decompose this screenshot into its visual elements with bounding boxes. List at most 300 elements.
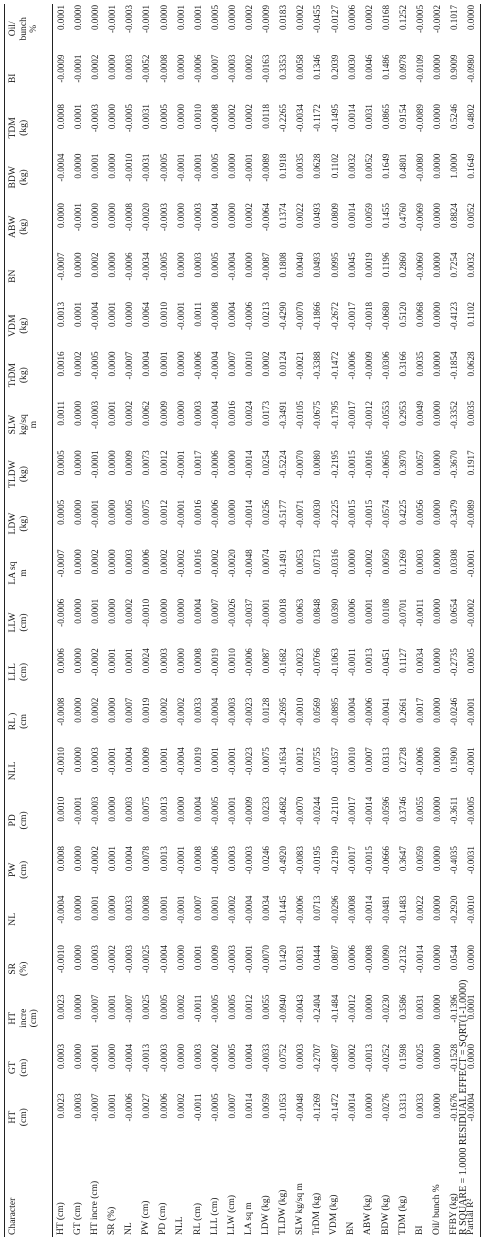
table-cell: 0.0000 <box>432 945 443 971</box>
table-cell: 0.0000 <box>463 4 481 54</box>
table-cell: -0.0048 <box>244 549 255 578</box>
table-cell: -0.0008 <box>209 104 220 133</box>
table-cell: 0.0000 <box>432 747 443 773</box>
table-cell: 0.0024 <box>244 400 255 426</box>
column-header: RL ) (cm <box>5 697 53 746</box>
table-cell: -0.0001 <box>175 301 186 330</box>
table-cell: -0.0109 <box>414 54 425 83</box>
table-cell: -0.0031 <box>141 153 152 182</box>
table-cell: -0.1528 <box>449 1043 460 1073</box>
table-cell: -0.0001 <box>90 499 101 528</box>
table-cell: -0.0002 <box>90 846 101 875</box>
row-label: LLW (cm) <box>226 1194 237 1235</box>
table-cell: -0.2110 <box>329 796 340 825</box>
table-cell: 0.0005 <box>209 252 220 278</box>
table-cell: -0.2404 <box>312 994 323 1023</box>
table-cell: 0.0000 <box>158 598 169 624</box>
table-cell: -0.0001 <box>90 450 101 479</box>
table-cell: 0.0022 <box>414 895 425 921</box>
table-cell: -0.1269 <box>312 1093 323 1122</box>
table-cell: 0.0000 <box>175 598 186 624</box>
table-cell: 0.0000 <box>73 549 84 575</box>
table-cell: 0.0002 <box>124 598 135 624</box>
table-cell: 0.0016 <box>192 549 203 575</box>
table-cell: -0.0244 <box>312 796 323 825</box>
table-cell: 0.0002 <box>244 104 255 130</box>
table-cell: 0.0073 <box>141 450 152 476</box>
table-cell: -0.0001 <box>244 153 255 182</box>
table-cell: -0.0009 <box>244 796 255 825</box>
table-cell: 0.0009 <box>158 400 169 426</box>
table-body <box>53 4 481 1237</box>
table-cell: 0.1252 <box>397 5 408 31</box>
table-cell: 0.0654 <box>449 598 460 624</box>
table-cell: -0.0001 <box>175 153 186 182</box>
table-cell: -0.0451 <box>380 648 391 677</box>
table-cell: 0.0052 <box>363 153 374 179</box>
table-cell: 0.0713 <box>312 549 323 575</box>
table-cell: -0.1053 <box>278 1093 289 1122</box>
table-cell: 0.0006 <box>158 1093 169 1119</box>
table-cell: -0.0127 <box>329 5 340 34</box>
table-cell: 0.0002 <box>90 697 101 723</box>
table-cell: 0.0000 <box>107 153 118 179</box>
table-cell: 0.0002 <box>244 5 255 31</box>
table-cell: 0.0569 <box>312 697 323 723</box>
table-cell: -0.0014 <box>244 450 255 479</box>
table-cell: 0.0033 <box>192 697 203 723</box>
table-cell: -0.0003 <box>226 945 237 974</box>
table-cell: 0.0001 <box>209 895 220 921</box>
table-cell: 0.0000 <box>432 104 443 130</box>
table-cell: -0.0015 <box>346 499 357 528</box>
table-cell: 0.0233 <box>261 796 272 822</box>
table-cell: -0.0004 <box>463 1092 481 1141</box>
table-cell: 0.2039 <box>329 54 340 80</box>
table-row <box>138 4 155 1237</box>
table-cell: 0.0256 <box>261 499 272 525</box>
row-label: LDW (kg) <box>260 1195 271 1235</box>
table-row <box>156 4 173 1237</box>
table-cell: -0.0002 <box>363 549 374 578</box>
column-header: BN <box>5 251 53 300</box>
table-cell: -0.0023 <box>295 648 306 677</box>
table-row <box>429 4 446 1237</box>
table-cell: -0.0680 <box>380 301 391 330</box>
table-cell: 0.0007 <box>363 747 374 773</box>
table-cell: -0.0009 <box>56 54 66 83</box>
table-cell: -0.0001 <box>141 5 152 34</box>
table-cell: 0.0003 <box>192 252 203 278</box>
table-cell: 0.0007 <box>209 54 220 80</box>
table-cell: -0.0105 <box>295 400 306 429</box>
table-cell: -0.0034 <box>295 104 306 133</box>
table-cell: 0.0000 <box>432 796 443 822</box>
table-cell: -0.0001 <box>463 697 481 746</box>
table-cell: -0.0016 <box>363 450 374 479</box>
table-cell: 0.0313 <box>380 747 391 773</box>
table-cell: 0.0031 <box>141 104 152 130</box>
table-cell: -0.0003 <box>90 104 101 133</box>
table-row <box>53 4 71 1237</box>
table-cell: 0.1455 <box>380 203 391 229</box>
table-cell: 0.0000 <box>90 203 101 229</box>
table-cell: 0.0003 <box>90 945 101 971</box>
table-cell: -0.0001 <box>73 203 84 232</box>
table-cell: 0.2953 <box>397 400 408 426</box>
table-cell: -0.0043 <box>295 994 306 1023</box>
table-cell: 0.0053 <box>295 549 306 575</box>
table-cell: 0.0007 <box>226 351 237 377</box>
column-header: Oil/ bunch % <box>5 4 53 54</box>
table-cell: 0.0000 <box>432 697 443 723</box>
table-cell: -0.0041 <box>380 697 391 726</box>
table-cell: 0.0010 <box>158 301 169 327</box>
table-cell: 0.0031 <box>363 104 374 130</box>
table-cell: 0.0000 <box>56 203 66 229</box>
table-cell: 0.0444 <box>312 945 323 971</box>
table-cell: -0.0087 <box>261 252 272 281</box>
table-cell: 0.0000 <box>432 351 443 377</box>
table-cell: -0.0083 <box>295 846 306 875</box>
table-cell: 0.0001 <box>158 351 169 377</box>
table-cell: -0.0276 <box>380 1093 391 1122</box>
table-cell: 0.0000 <box>73 5 84 31</box>
table-cell: 0.0032 <box>346 153 357 179</box>
table-cell: 0.0254 <box>261 450 272 476</box>
table-cell: -0.0230 <box>380 994 391 1023</box>
table-cell: 0.0755 <box>312 747 323 773</box>
table-cell: 0.0000 <box>73 895 84 921</box>
table-cell: 0.0001 <box>192 945 203 971</box>
table-cell: 0.9009 <box>449 54 460 80</box>
table-cell: 0.0000 <box>107 499 118 525</box>
table-cell: -0.3670 <box>449 450 460 479</box>
table-cell: 0.0025 <box>141 994 152 1020</box>
table-cell: -0.0052 <box>141 54 152 83</box>
table-cell: -0.0003 <box>226 54 237 83</box>
table-cell: 0.0004 <box>346 697 357 723</box>
table-cell: -0.0014 <box>363 796 374 825</box>
row-label: RL (cm) <box>192 1202 203 1235</box>
table-cell: -0.0007 <box>90 994 101 1023</box>
table-cell: -0.0195 <box>312 846 323 875</box>
column-header: ABW (kg) <box>5 202 53 251</box>
table-cell: 0.0000 <box>432 153 443 179</box>
table-cell: 0.0001 <box>90 153 101 179</box>
table-cell: 0.0001 <box>107 301 118 327</box>
table-row <box>70 4 87 1237</box>
table-cell: 0.0713 <box>312 895 323 921</box>
table-cell: -0.0001 <box>226 747 237 776</box>
table-cell: 1.0000 <box>449 153 460 179</box>
table-cell: -0.0001 <box>73 54 84 83</box>
table-cell: 0.0001 <box>107 994 118 1020</box>
table-cell: -0.0006 <box>244 301 255 330</box>
table-cell: -0.0001 <box>175 499 186 528</box>
table-cell: 0.0010 <box>56 796 66 822</box>
table-cell: -0.0001 <box>226 796 237 825</box>
table-cell: -0.0006 <box>414 747 425 776</box>
table-cell: -0.0003 <box>90 796 101 825</box>
table-cell: 0.0001 <box>73 301 84 327</box>
table-cell: -0.0015 <box>363 846 374 875</box>
table-cell: -0.0019 <box>209 648 220 677</box>
row-label: BN <box>346 1221 357 1235</box>
table-cell: 0.0013 <box>158 796 169 822</box>
table-cell: 0.0001 <box>90 895 101 921</box>
table-cell: 0.1346 <box>312 54 323 80</box>
table-cell: 0.0010 <box>346 747 357 773</box>
table-cell: -0.0481 <box>380 895 391 924</box>
table-cell: 0.0017 <box>414 697 425 723</box>
table-cell: 0.0005 <box>209 153 220 179</box>
table-cell: 0.0000 <box>432 499 443 525</box>
table-cell: 0.1102 <box>463 301 481 350</box>
table-cell: -0.0001 <box>90 1043 101 1073</box>
table-cell: 0.0035 <box>463 400 481 449</box>
table-cell: 0.0001 <box>107 846 118 872</box>
table-cell: 0.0000 <box>175 400 186 426</box>
table-cell: 0.0213 <box>261 301 272 327</box>
table-cell: 0.0013 <box>56 301 66 327</box>
table-cell: -0.0455 <box>312 5 323 34</box>
table-cell: -0.0004 <box>90 301 101 330</box>
table-row <box>292 4 309 1237</box>
table-cell: 0.0493 <box>312 203 323 229</box>
table-cell: -0.0012 <box>346 994 357 1023</box>
column-header: GT (cm) <box>5 1043 53 1092</box>
table-cell: 0.0848 <box>312 598 323 624</box>
table-cell: -0.0940 <box>278 994 289 1023</box>
table-cell: 0.0000 <box>432 400 443 426</box>
table-cell: -0.0006 <box>192 351 203 380</box>
column-header-character: Character <box>5 1142 53 1237</box>
table-cell: 0.0006 <box>346 945 357 971</box>
table-cell: 0.1808 <box>278 252 289 278</box>
table-cell: -0.0003 <box>124 5 135 34</box>
table-cell: -0.2695 <box>278 697 289 726</box>
table-cell: 0.1917 <box>463 449 481 498</box>
column-header: VDM (kg) <box>5 301 53 350</box>
table-cell: 0.0000 <box>226 153 237 179</box>
table-cell: 0.3970 <box>397 450 408 476</box>
table-cell: 0.0002 <box>244 54 255 80</box>
table-cell: 0.0012 <box>295 747 306 773</box>
table-cell: -0.0005 <box>463 796 481 845</box>
table-cell: 0.0059 <box>261 1093 272 1119</box>
table-cell: -0.0007 <box>56 549 66 578</box>
table-cell: 0.0080 <box>312 450 323 476</box>
table-cell: 0.0014 <box>244 1093 255 1119</box>
row-label: FFBY (kg) <box>448 1193 459 1235</box>
table-cell: 0.0002 <box>175 1093 186 1119</box>
table-cell: 0.0308 <box>449 549 460 575</box>
table-cell: 0.0004 <box>124 747 135 773</box>
table-cell: -0.4035 <box>449 846 460 875</box>
table-cell: 0.1374 <box>278 203 289 229</box>
row-label: LA sq m <box>243 1202 254 1235</box>
column-header: PD (cm) <box>5 796 53 845</box>
table-cell: 0.0007 <box>124 697 135 723</box>
table-cell: 0.0022 <box>295 203 306 229</box>
table-cell: 0.3586 <box>397 994 408 1020</box>
table-cell: -0.0014 <box>346 1093 357 1122</box>
table-cell: 0.0005 <box>124 499 135 525</box>
column-header: LLL (cm) <box>5 647 53 696</box>
table-cell: 0.0128 <box>261 697 272 723</box>
column-header: BDW (kg) <box>5 153 53 202</box>
table-cell: -0.0018 <box>363 301 374 330</box>
table-cell: -0.0007 <box>124 994 135 1023</box>
table-cell: 0.0055 <box>414 796 425 822</box>
table-cell: -0.0005 <box>209 994 220 1023</box>
table-cell: 0.0000 <box>432 301 443 327</box>
table-cell: 0.0011 <box>192 301 203 327</box>
table-cell: 0.5120 <box>397 301 408 327</box>
table-cell: 0.0010 <box>244 351 255 377</box>
table-row <box>361 4 378 1237</box>
table-cell: 0.0000 <box>73 747 84 773</box>
table-cell: 0.0014 <box>346 203 357 229</box>
table-cell: -0.0001 <box>463 746 481 795</box>
table-cell: 0.0002 <box>73 351 84 377</box>
table-cell: 0.0004 <box>192 796 203 822</box>
header-row <box>5 4 53 1237</box>
column-header: LA sq m <box>5 548 53 597</box>
table-cell: 0.0003 <box>192 1043 203 1069</box>
table-cell: 0.0001 <box>175 5 186 31</box>
table-cell: -0.0071 <box>295 499 306 528</box>
table-cell: -0.0008 <box>124 203 135 232</box>
table-cell: 0.0006 <box>141 549 152 575</box>
table-cell: -0.0010 <box>463 895 481 944</box>
table-cell: 0.0002 <box>226 104 237 130</box>
table-cell: 0.0078 <box>141 846 152 872</box>
column-header: SLW kg/sq m <box>5 400 53 449</box>
table-cell: -0.0007 <box>56 252 66 281</box>
table-cell: 0.0005 <box>209 5 220 31</box>
table-row <box>327 4 344 1237</box>
table-cell: -0.0004 <box>124 1043 135 1073</box>
table-cell: 0.0001 <box>363 598 374 624</box>
table-cell: -0.0006 <box>346 351 357 380</box>
table-cell: 0.0003 <box>124 796 135 822</box>
table-cell: 0.0005 <box>463 647 481 696</box>
table-cell: 0.0002 <box>261 351 272 377</box>
table-cell: 0.0000 <box>463 944 481 993</box>
table-cell: -0.0006 <box>363 697 374 726</box>
table-cell: -0.0037 <box>244 598 255 627</box>
row-label: VDM (kg) <box>329 1194 340 1235</box>
table-cell: 0.0008 <box>141 895 152 921</box>
table-cell: -0.0004 <box>158 945 169 974</box>
table-cell: -0.0015 <box>363 499 374 528</box>
column-header: NL <box>5 895 53 944</box>
row-label: SR (%) <box>107 1206 118 1235</box>
table-cell: -0.0596 <box>380 796 391 825</box>
table-cell: 0.0058 <box>295 54 306 80</box>
table-cell: -0.0008 <box>346 895 357 924</box>
table-cell: 0.3166 <box>397 351 408 377</box>
table-cell: 0.0000 <box>73 945 84 971</box>
table-cell: 0.0001 <box>73 104 84 130</box>
row-label: HT (cm) <box>55 1202 66 1235</box>
table-cell: 0.1017 <box>449 5 460 31</box>
table-cell: 0.3313 <box>397 1093 408 1119</box>
table-cell: 0.0052 <box>463 202 481 251</box>
table-cell: -0.0048 <box>295 1093 306 1122</box>
table-cell: 0.0033 <box>414 1093 425 1119</box>
table-cell: 0.0000 <box>107 252 118 278</box>
table-cell: -0.0605 <box>380 450 391 479</box>
table-cell: -0.0008 <box>209 301 220 330</box>
table-cell: -0.0316 <box>329 549 340 578</box>
table-cell: 0.0544 <box>449 945 460 971</box>
table-cell: 0.3647 <box>397 846 408 872</box>
table-cell: 0.0809 <box>329 203 340 229</box>
table-cell: -0.0001 <box>175 450 186 479</box>
table-cell: 0.0978 <box>397 54 408 80</box>
table-cell: -0.0005 <box>209 1093 220 1122</box>
table-cell: 0.0057 <box>414 450 425 476</box>
table-cell: -0.1676 <box>449 1093 460 1122</box>
table-cell: -0.0003 <box>90 400 101 429</box>
table-cell: -0.0089 <box>261 153 272 182</box>
table-cell: 0.0003 <box>124 549 135 575</box>
table-cell: 0.0000 <box>73 400 84 426</box>
table-cell: 0.1196 <box>380 252 391 278</box>
table-cell: 0.0006 <box>346 5 357 31</box>
table-cell: -0.0006 <box>209 450 220 479</box>
table-cell: 0.0000 <box>432 994 443 1020</box>
table-cell: 0.0024 <box>141 648 152 674</box>
row-label: PD (cm) <box>158 1202 169 1235</box>
table-cell: 0.0168 <box>380 5 391 31</box>
table-cell: -0.0666 <box>380 846 391 875</box>
column-header: SR (%) <box>5 944 53 993</box>
table-cell: 0.0040 <box>295 252 306 278</box>
table-cell: -0.2190 <box>329 846 340 875</box>
column-header: TLDW (kg) <box>5 449 53 498</box>
table-cell: 0.0006 <box>56 648 66 674</box>
table-cell: 0.0000 <box>107 796 118 822</box>
row-label: HT incre (cm) <box>89 1180 100 1235</box>
table-cell: 0.0003 <box>192 400 203 426</box>
table-cell: 0.0865 <box>380 104 391 130</box>
table-cell: -0.0002 <box>209 549 220 578</box>
table-cell: 0.0055 <box>261 994 272 1020</box>
table-cell: 0.0000 <box>73 450 84 476</box>
table-cell: 0.0173 <box>261 400 272 426</box>
table-cell: -0.0306 <box>380 351 391 380</box>
table-cell: 0.0000 <box>432 1043 443 1069</box>
table-cell: 0.0246 <box>261 846 272 872</box>
table-cell: -0.0007 <box>90 1093 101 1122</box>
table-cell: 0.0000 <box>175 104 186 130</box>
table-cell: -0.0001 <box>175 895 186 924</box>
table-cell: 0.0034 <box>414 648 425 674</box>
table-cell: 0.0019 <box>363 252 374 278</box>
table-cell: 0.0002 <box>158 697 169 723</box>
table-cell: 0.0075 <box>261 747 272 773</box>
table-cell: -0.0003 <box>124 945 135 974</box>
table-cell: -0.0252 <box>380 1043 391 1073</box>
table-cell: 0.0004 <box>124 846 135 872</box>
table-cell: 0.0009 <box>124 450 135 476</box>
table-cell: -0.2195 <box>329 450 340 479</box>
table-cell: 0.0002 <box>363 5 374 31</box>
